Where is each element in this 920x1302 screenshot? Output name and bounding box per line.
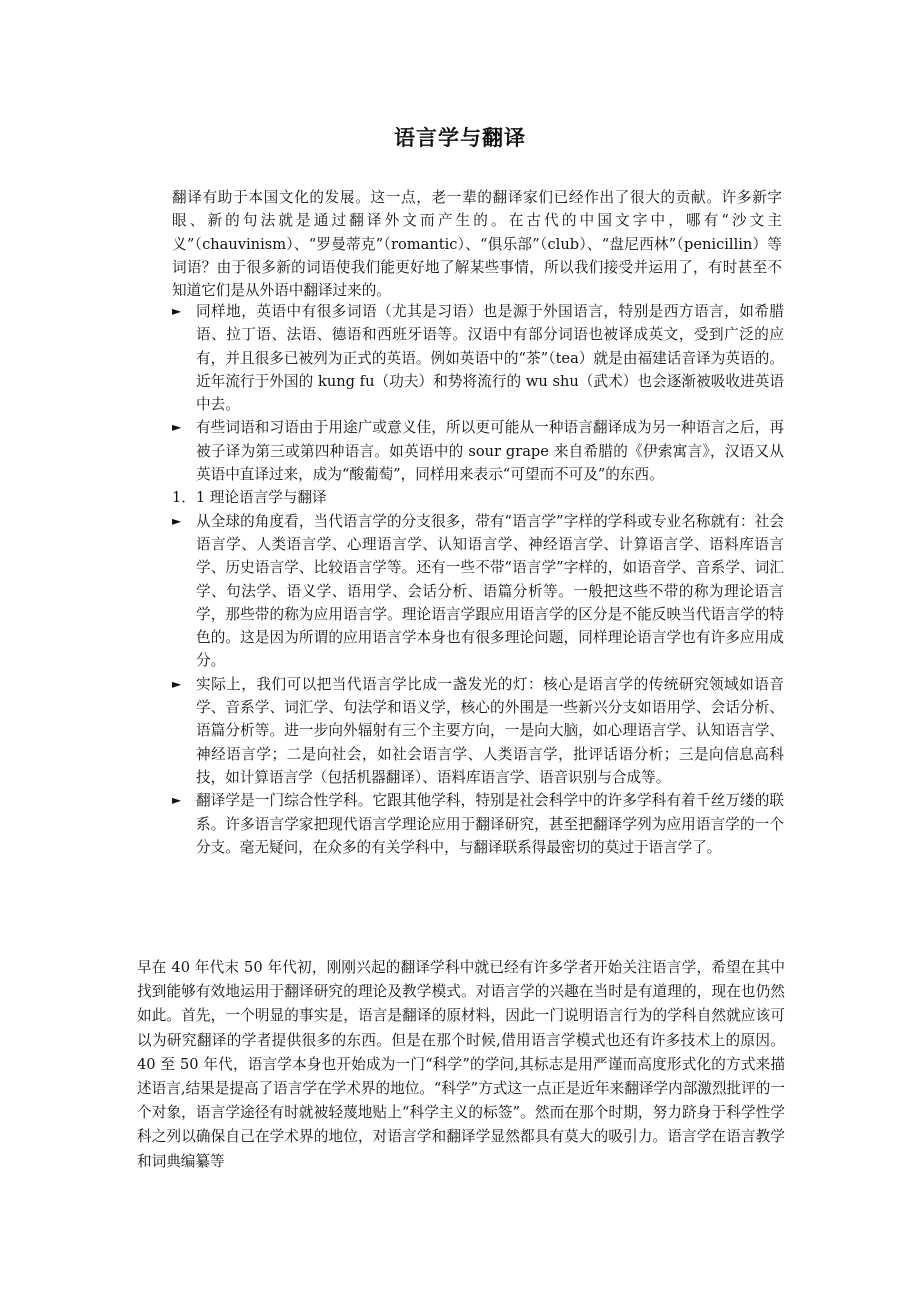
list-item-text: 同样地，英语中有很多词语（尤其是习语）也是源于外国语言，特别是西方语言，如希腊语、拉丁语、法语、德语和西班牙语等。汉语中有部分词语也被译成英文，受到广泛的应有，并且很多已被列为正式的英语。例如英语中的“茶”（tea）就是由福建话音译为英语的。近年流行于外国的 kung fu（功夫）和势将流行的 wu shu（武术）也会逐渐被吸收进英语中去。 — [196, 303, 784, 414]
list-item — [172, 510, 784, 673]
list-item-text: 翻译学是一门综合性学科。它跟其他学科，特别是社会科学中的许多学科有着千丝万缕的联系。许多语言学家把现代语言学理论应用于翻译研究，甚至把翻译学列为应用语言学的一个分支。毫无疑问，在众多的有关学科中，与翻译联系得最密切的莫过于语言学了。 — [196, 792, 784, 856]
bullet-arrow-icon: ► — [172, 304, 182, 318]
list-item-text: 从全球的角度看，当代语言学的分支很多，带有“语言学”字样的学科或专业名称就有：社会语言学、人类语言学、心理语言学、认知语言学、神经语言学、计算语言学、语料库语言学、历史语言学、比较语言学等。还有一些不带“语言学”字样的，如语音学、音系学、词汇学、句法学、语义学、语用学、会话分析、语篇分析等。一般把这些不带的称为理论语言学，那些带的称为应用语言学。理论语言学跟应用语言学的区分是不能反映当代语言学的特色的。这是因为所谓的应用语言学本身也有很多理论问题，同样理论语言学也有许多应用成分。 — [196, 512, 784, 670]
bullet-arrow-icon: ► — [172, 513, 182, 528]
list-item-text: 实际上，我们可以把当代语言学比成一盏发光的灯：核心是语言学的传统研究领域如语音学、音系学、词汇学、句法学和语义学，核心的外围是一些新兴分支如语用学、会话分析、语篇分析等。进一步向外辐射有三个主要方向，一是向大脑，如心理语言学、认知语言学、神经语言学；二是向社会，如社会语言学、人类语言学，批评话语分析；三是向信息高科技，如计算语言学（包括机器翻译）、语料库语言学、语音识别与合成等。 — [196, 675, 784, 786]
closing-paragraph: 早在 40 年代末 50 年代初，刚刚兴起的翻译学科中就已经有许多学者开始关注语言学，希望在其中找到能够有效地运用于翻译研究的理论及教学模式。对语言学的兴趣在当时是有道理的，现在也仍然如此。首先，一个明显的事实是，语言是翻译的原材料，因此一门说明语言行为的学科自然就应该可以为研究翻译的学者提供很多的东西。但是在那个时候,借用语言学模式也还有许多技术上的原因。40 至 50 年代，语言学本身也开始成为一门“科学”的学问,其标志是用严谨而高度形式化的方式来描述语言,结果是提高了语言学在学术界的地位。“科学”方式这一点正是近年来翻译学内部激烈批评的一个对象，语言学途径有时就被轻蔑地贴上“科学主义的标签”。然而在那个时期，努力跻身于科学性学科之列以确保自己在学术界的地位，对语言学和翻译学显然都具有莫大的吸引力。语言学在语言教学和词典编纂等 — [137, 959, 785, 1170]
list-item — [172, 416, 784, 486]
page-title: 语言学与翻译 — [394, 126, 526, 150]
intro-paragraph: 翻译有助于本国文化的发展。这一点，老一辈的翻译家们已经作出了很大的贡献。许多新字眼、新的句法就是通过翻译外文而产生的。在古代的中国文字中，哪有“沙文主义”（chauvinism）、“罗曼蒂克”（romantic）、“俱乐部”（club）、“盘尼西林”（penicillin）等词语？由于很多新的词语使我们能更好地了解某些事情，所以我们接受并运用了，有时甚至不知道它们是从外语中翻译过来的。 — [172, 189, 782, 300]
list-item-text: 有些词语和习语由于用途广或意义佳，所以更可能从一种语言翻译成为另一种语言之后，再被子译为第三或第四种语言。如英语中的 sour grape 来自希腊的《伊索寓言》，汉语又从英语中直译过来，成为“酸葡萄”，同样用来表示“可望而不可及”的东西。 — [196, 419, 784, 484]
list-item — [172, 673, 784, 789]
bullet-list — [172, 300, 784, 859]
bullet-arrow-icon: ► — [172, 676, 182, 691]
bullet-arrow-icon: ► — [172, 420, 182, 435]
list-item — [172, 789, 784, 859]
section-heading: 1．1 理论语言学与翻译 — [172, 489, 327, 507]
list-item — [172, 300, 784, 416]
bullet-arrow-icon: ► — [172, 793, 182, 808]
